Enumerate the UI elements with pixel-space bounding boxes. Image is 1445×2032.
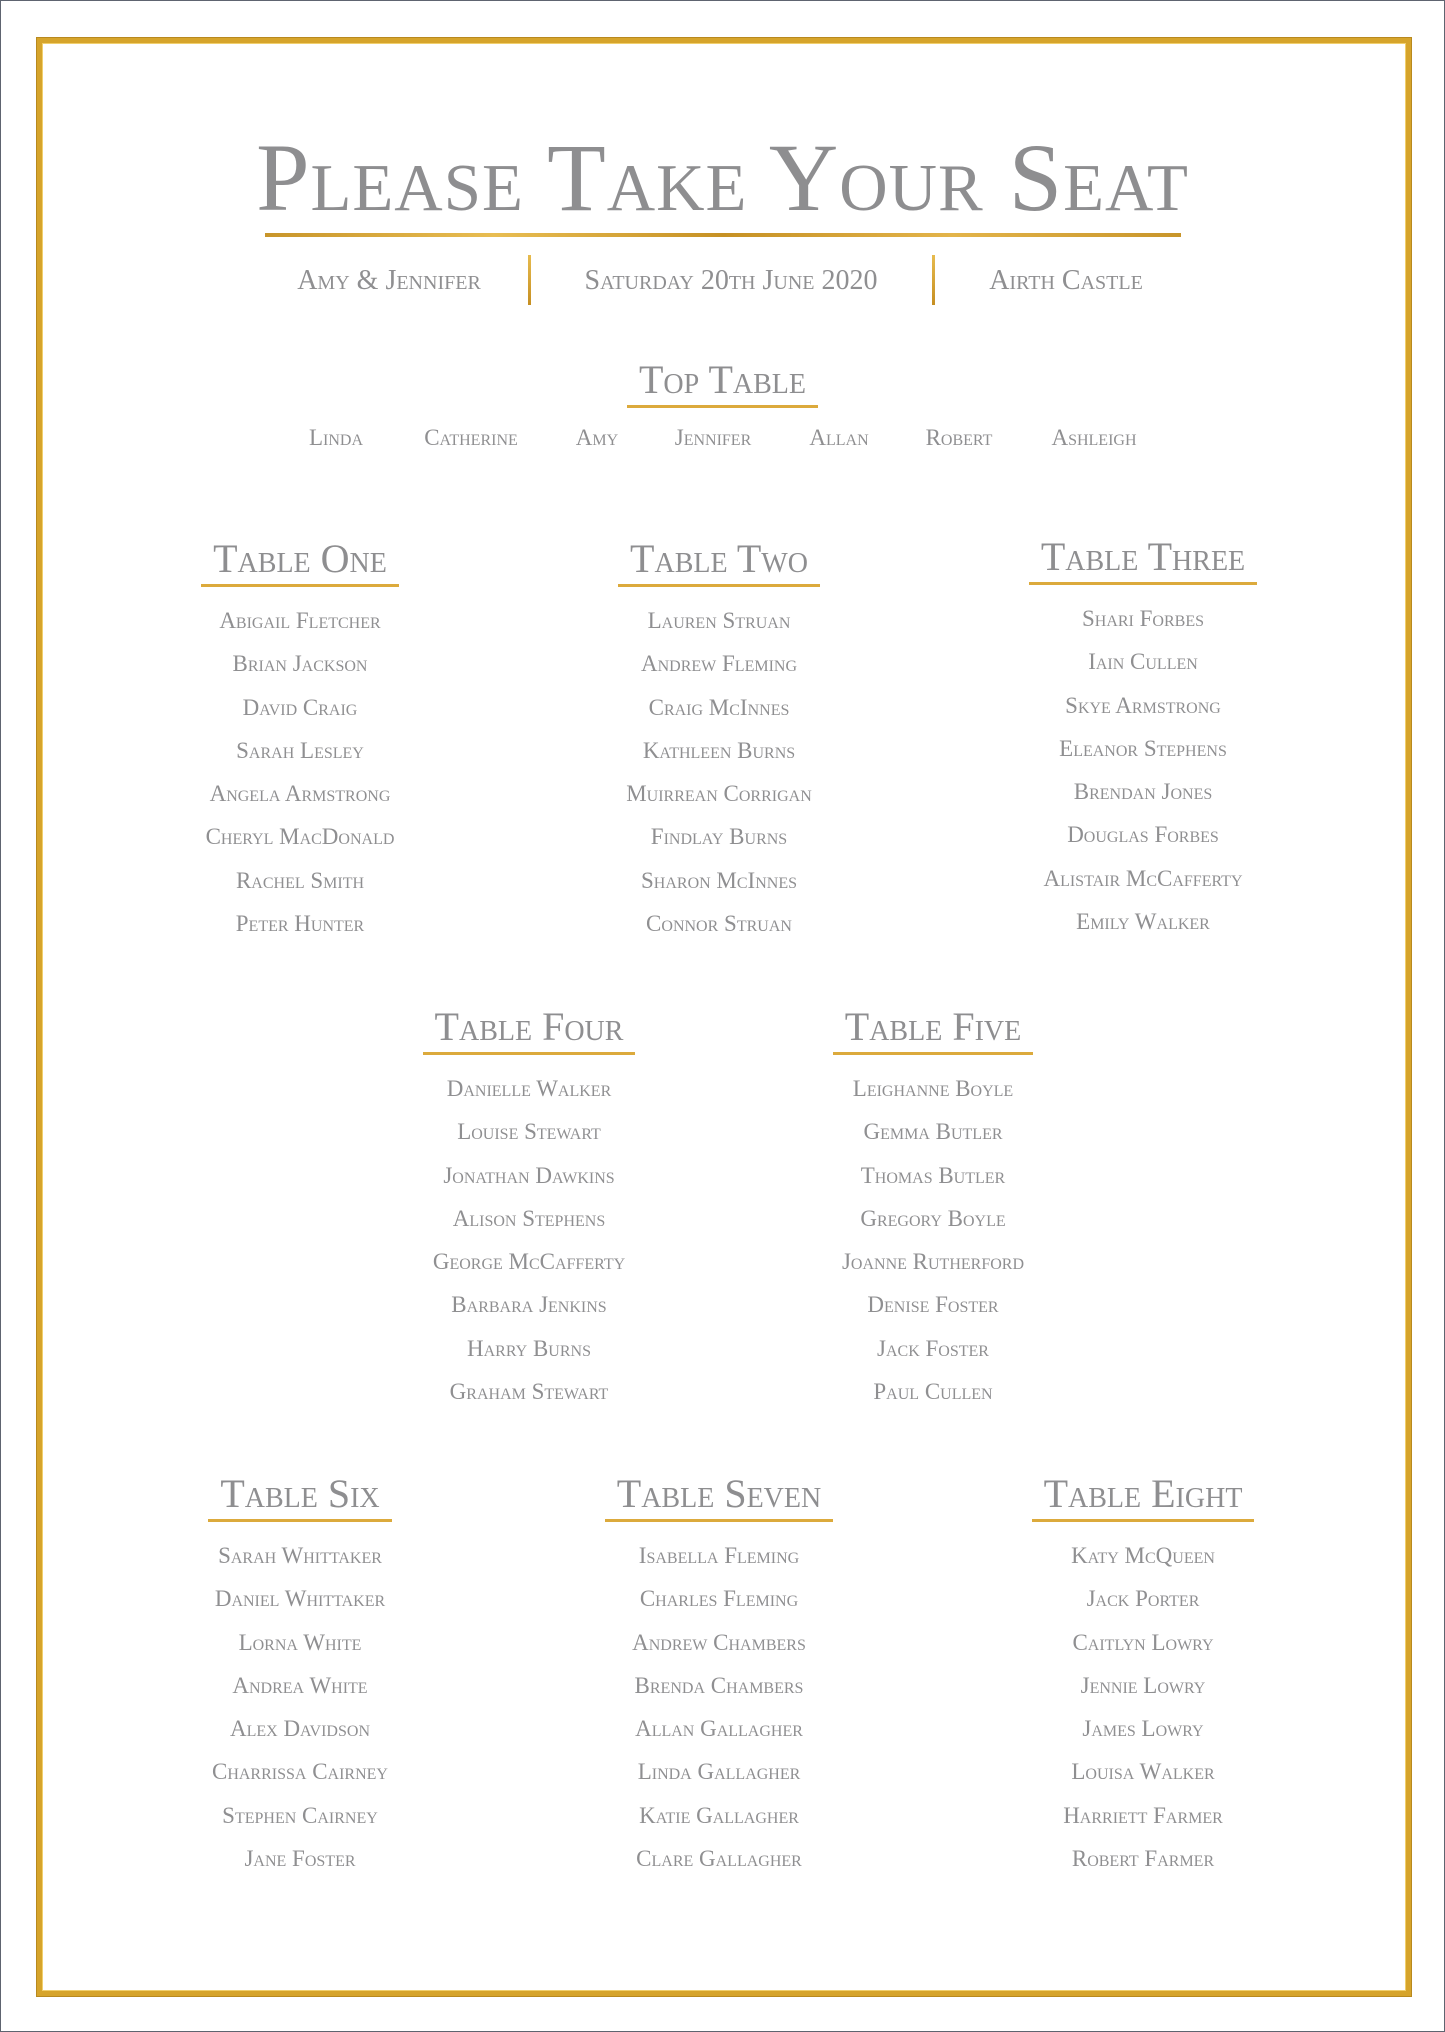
guest-name: Graham Stewart: [449, 1379, 609, 1405]
guest-name: Alistair McCafferty: [1043, 865, 1243, 891]
guest-name: Katy McQueen: [1071, 1543, 1215, 1568]
guest-name: Isabella Fleming: [638, 1543, 800, 1568]
guest-name: Denise Foster: [867, 1292, 999, 1318]
guest-list: [993, 597, 1293, 943]
table-heading: Table Eight: [1032, 1471, 1255, 1522]
guest-name: Harry Burns: [467, 1335, 591, 1361]
guest-name: Clare Gallagher: [636, 1846, 802, 1872]
guest-list: [150, 1534, 450, 1880]
guest-name: Craig McInnes: [648, 694, 790, 720]
table-three-section: [993, 534, 1293, 943]
guest-name: Daniel Whittaker: [214, 1586, 386, 1612]
guest-name: Douglas Forbes: [1067, 822, 1219, 848]
guest-name: Eleanor Stephens: [1059, 735, 1227, 761]
guest-name: Shari Forbes: [1081, 606, 1204, 631]
table-two-section: [569, 536, 869, 945]
table-heading: Table One: [201, 536, 399, 587]
guest-name: Abigail Fletcher: [219, 608, 381, 633]
event-venue: Airth Castle: [989, 265, 1143, 296]
top-table-heading: Top Table: [627, 357, 818, 408]
guest-name: Rachel Smith: [235, 867, 365, 893]
guest-name: Kathleen Burns: [642, 737, 796, 763]
guest-list: [993, 1534, 1293, 1880]
table-eight-section: [993, 1471, 1293, 1880]
guest-name: Charles Fleming: [639, 1586, 799, 1612]
guest-name: Findlay Burns: [650, 824, 788, 850]
guest-name: Robert Farmer: [1071, 1846, 1215, 1872]
guest-name: Gregory Boyle: [860, 1205, 1006, 1231]
guest-name: David Craig: [242, 694, 358, 720]
guest-name: Muirrean Corrigan: [626, 781, 812, 807]
guest-name: Alex Davidson: [229, 1716, 370, 1742]
top-table-guest: Jennifer: [674, 425, 752, 450]
guest-name: Charrissa Cairney: [211, 1759, 388, 1785]
table-heading: Table Two: [618, 536, 820, 587]
guest-name: Sarah Lesley: [236, 737, 364, 763]
top-table-guest: Robert: [925, 425, 993, 450]
guest-name: Lauren Struan: [647, 608, 791, 633]
guest-name: Jack Porter: [1086, 1586, 1200, 1612]
table-heading: Table Five: [833, 1004, 1033, 1055]
guest-name: Paul Cullen: [873, 1379, 993, 1405]
couple-names: Amy & Jennifer: [297, 265, 481, 296]
guest-name: Jane Foster: [244, 1846, 356, 1872]
guest-name: Danielle Walker: [446, 1076, 612, 1101]
top-table-guest: Allan: [809, 425, 869, 450]
table-six-section: [150, 1471, 450, 1880]
guest-name: Sharon McInnes: [641, 867, 797, 893]
guest-name: Katie Gallagher: [639, 1802, 799, 1828]
guest-name: James Lowry: [1082, 1716, 1204, 1742]
guest-list: [379, 1067, 679, 1413]
guest-name: Brenda Chambers: [634, 1672, 804, 1698]
table-one-section: [150, 536, 450, 945]
top-table-guest: Amy: [575, 425, 619, 450]
event-date: Saturday 20th June 2020: [584, 265, 878, 296]
guest-name: Louise Stewart: [457, 1119, 601, 1145]
guest-name: Joanne Rutherford: [841, 1249, 1025, 1275]
guest-name: Jack Foster: [877, 1335, 989, 1361]
table-heading: Table Three: [1029, 534, 1257, 585]
title-underline: [265, 233, 1181, 237]
guest-name: Thomas Butler: [860, 1162, 1006, 1188]
guest-name: Allan Gallagher: [635, 1716, 803, 1742]
guest-name: Jonathan Dawkins: [443, 1162, 615, 1188]
table-heading: Table Six: [208, 1471, 391, 1522]
page-title: Please Take Your Seat: [256, 124, 1189, 231]
guest-name: Sarah Whittaker: [218, 1543, 382, 1568]
guest-name: Connor Struan: [646, 911, 792, 937]
guest-name: Angela Armstrong: [209, 781, 391, 807]
guest-name: Leighanne Boyle: [852, 1076, 1014, 1101]
table-four-section: [379, 1004, 679, 1413]
table-seven-section: [569, 1471, 869, 1880]
guest-name: Brendan Jones: [1073, 779, 1213, 805]
top-table-guest: Catherine: [424, 425, 518, 450]
info-divider: [932, 255, 935, 305]
guest-name: Harriett Farmer: [1063, 1802, 1223, 1828]
guest-name: Emily Walker: [1076, 909, 1210, 935]
guest-list: [569, 1534, 869, 1880]
guest-list: [569, 599, 869, 945]
table-heading: Table Four: [423, 1004, 636, 1055]
guest-name: Iain Cullen: [1088, 649, 1198, 675]
guest-name: Andrew Fleming: [640, 651, 798, 677]
guest-name: Gemma Butler: [863, 1119, 1003, 1145]
guest-name: Brian Jackson: [232, 651, 368, 677]
guest-name: Andrea White: [232, 1672, 368, 1698]
top-table-guest: Linda: [308, 425, 364, 450]
guest-name: Peter Hunter: [235, 911, 365, 937]
event-info-bar: [1, 259, 1444, 309]
guest-name: Jennie Lowry: [1080, 1672, 1206, 1698]
top-table-section: [1, 357, 1444, 408]
guest-name: Alison Stephens: [452, 1205, 606, 1231]
guest-name: George McCafferty: [432, 1249, 626, 1275]
guest-list: [783, 1067, 1083, 1413]
table-heading: Table Seven: [605, 1471, 833, 1522]
table-five-section: [783, 1004, 1083, 1413]
guest-name: Cheryl MacDonald: [205, 824, 395, 850]
guest-name: Barbara Jenkins: [451, 1292, 607, 1318]
guest-name: Skye Armstrong: [1065, 692, 1221, 718]
top-table-guest: Ashleigh: [1051, 425, 1137, 450]
guest-name: Louisa Walker: [1071, 1759, 1215, 1785]
info-divider: [528, 255, 531, 305]
guest-name: Lorna White: [238, 1629, 362, 1655]
guest-list: [150, 599, 450, 945]
guest-name: Linda Gallagher: [637, 1759, 801, 1785]
guest-name: Stephen Cairney: [222, 1802, 378, 1828]
guest-name: Caitlyn Lowry: [1072, 1629, 1214, 1655]
guest-name: Andrew Chambers: [632, 1629, 806, 1655]
